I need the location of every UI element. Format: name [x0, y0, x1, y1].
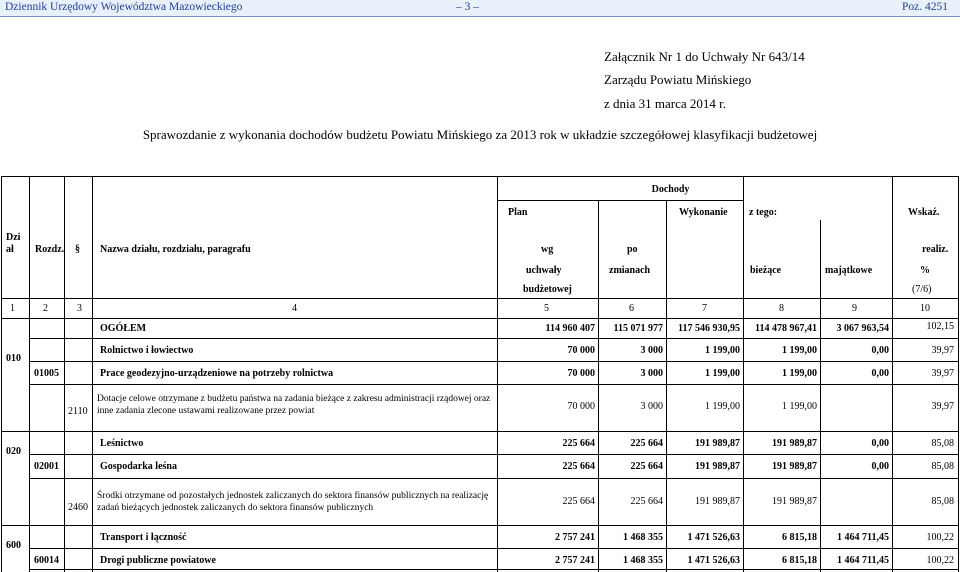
capital-value: 1 464 711,45: [837, 532, 889, 543]
rozdzial-code: 60014: [34, 555, 59, 566]
header-po: po: [627, 244, 638, 255]
current-value: 1 199,00: [782, 368, 817, 379]
column-number: 5: [544, 303, 549, 314]
percent-value: 100,22: [926, 532, 954, 543]
capital-value: 0,00: [871, 438, 889, 449]
plan-after-changes-value: 3 000: [640, 401, 663, 412]
column-number: 6: [629, 303, 634, 314]
row-name: Leśnictwo: [100, 438, 144, 449]
dzial-code: 600: [6, 540, 21, 551]
row-name: Rolnictwo i łowiectwo: [100, 345, 194, 356]
execution-value: 1 199,00: [705, 401, 740, 412]
header-uchwaly: uchwały: [526, 265, 562, 276]
header-z-tego: z tego:: [749, 207, 778, 218]
capital-value: 0,00: [871, 368, 889, 379]
execution-value: 191 989,87: [695, 496, 740, 507]
header-dzial-part2: ał: [6, 244, 14, 255]
plan-value: 2 757 241: [555, 532, 595, 543]
plan-after-changes-value: 225 664: [630, 461, 663, 472]
plan-value: 70 000: [567, 368, 595, 379]
row-name: Gospodarka leśna: [100, 461, 177, 472]
plan-value: 70 000: [567, 345, 595, 356]
plan-after-changes-value: 3 000: [640, 368, 663, 379]
rozdzial-code: 02001: [34, 461, 59, 472]
row-name: OGÓŁEM: [100, 323, 147, 334]
header-realiz: realiz.: [922, 244, 949, 255]
plan-value: 225 664: [562, 438, 595, 449]
report-title: Sprawozdanie z wykonania dochodów budżetu Powiatu Mińskiego za 2013 rok w układzie szczegółowej klasyfikacji budżetowej: [142, 127, 818, 142]
dzial-code: 020: [6, 446, 21, 457]
percent-value: 85,08: [931, 461, 954, 472]
percent-value: 85,08: [931, 438, 954, 449]
column-number: 3: [77, 303, 82, 314]
current-value: 1 199,00: [782, 401, 817, 412]
percent-value: 85,08: [931, 496, 954, 507]
execution-value: 117 546 930,95: [678, 323, 740, 334]
header-dochody: Dochody: [651, 184, 690, 195]
current-value: 191 989,87: [772, 438, 817, 449]
header-wskaznik: Wskaź.: [908, 207, 940, 218]
column-number: 2: [43, 303, 48, 314]
header-dzial-part1: Dzi: [6, 232, 21, 243]
execution-value: 191 989,87: [695, 461, 740, 472]
header-biezace: bieżące: [750, 265, 782, 276]
rozdzial-code: 01005: [34, 368, 59, 379]
execution-value: 1 199,00: [705, 368, 740, 379]
plan-value: 225 664: [562, 461, 595, 472]
paragraph-code: 2460: [68, 502, 88, 513]
header-zmianach: zmianach: [609, 265, 651, 276]
percent-value: 39,97: [931, 368, 954, 379]
row-name: Drogi publiczne powiatowe: [100, 555, 216, 566]
current-value: 6 815,18: [782, 555, 817, 566]
header-plan: Plan: [508, 207, 528, 218]
percent-value: 39,97: [931, 345, 954, 356]
percent-value: 39,97: [931, 401, 954, 412]
row-name: Prace geodezyjno-urządzeniowe na potrzeby rolnictwa: [100, 368, 334, 379]
plan-after-changes-value: 115 071 977: [613, 323, 663, 334]
header-wykonanie: Wykonanie: [679, 207, 728, 218]
plan-value: 70 000: [567, 401, 595, 412]
header-rozdzial: Rozdz.: [35, 244, 65, 255]
percent-value: 102,15: [926, 321, 954, 332]
row-name: Dotacje celowe otrzymane z budżetu państwa na zadania bieżące z zakresu administracji rządowej oraz inne zadania zlecone ustawami realizowane przez powiat: [97, 394, 491, 416]
position-number: Poz. 4251: [902, 1, 948, 13]
page-number: – 3 –: [456, 1, 479, 13]
current-value: 6 815,18: [782, 532, 817, 543]
current-value: 114 478 967,41: [755, 323, 817, 334]
annex-line-2: Zarządu Powiatu Mińskiego: [604, 72, 752, 87]
capital-value: 0,00: [871, 461, 889, 472]
plan-after-changes-value: 225 664: [630, 496, 663, 507]
current-value: 191 989,87: [772, 496, 817, 507]
annex-line-1: Załącznik Nr 1 do Uchwały Nr 643/14: [604, 49, 805, 64]
column-number: 7: [702, 303, 707, 314]
header-wg: wg: [541, 244, 554, 255]
plan-after-changes-value: 1 468 355: [623, 532, 663, 543]
row-name: Środki otrzymane od pozostałych jednostek zaliczanych do sektora finansów publicznych na realizację zadań bieżących jednostek zaliczanych do sektora finansów publicznych: [97, 491, 489, 513]
journal-name: Dziennik Urzędowy Województwa Mazowieckiego: [5, 1, 243, 13]
capital-value: 1 464 711,45: [837, 555, 889, 566]
execution-value: 191 989,87: [695, 438, 740, 449]
plan-after-changes-value: 1 468 355: [623, 555, 663, 566]
plan-value: 225 664: [562, 496, 595, 507]
header-majatkowe: majątkowe: [825, 265, 873, 276]
annex-line-3: z dnia 31 marca 2014 r.: [604, 96, 727, 111]
dzial-code: 010: [6, 353, 21, 364]
header-nazwa: Nazwa działu, rozdziału, paragrafu: [100, 244, 251, 255]
row-name: Transport i łączność: [100, 532, 187, 543]
current-value: 1 199,00: [782, 345, 817, 356]
column-number: 1: [10, 303, 15, 314]
percent-value: 100,22: [926, 555, 954, 566]
header-ratio: (7/6): [912, 284, 932, 295]
header-budzetowej: budżetowej: [523, 284, 572, 295]
execution-value: 1 199,00: [705, 345, 740, 356]
plan-value: 2 757 241: [555, 555, 595, 566]
column-number: 8: [779, 303, 784, 314]
plan-value: 114 960 407: [545, 323, 595, 334]
capital-value: 0,00: [871, 345, 889, 356]
execution-value: 1 471 526,63: [687, 555, 740, 566]
current-value: 191 989,87: [772, 461, 817, 472]
plan-after-changes-value: 3 000: [640, 345, 663, 356]
document-header-bar: [0, 0, 960, 17]
header-paragraf: §: [75, 244, 80, 255]
header-percent: %: [920, 265, 930, 276]
column-number: 10: [920, 303, 930, 314]
capital-value: 3 067 963,54: [836, 323, 889, 334]
paragraph-code: 2110: [68, 406, 88, 417]
plan-after-changes-value: 225 664: [630, 438, 663, 449]
execution-value: 1 471 526,63: [687, 532, 740, 543]
column-number: 4: [292, 303, 297, 314]
column-number: 9: [852, 303, 857, 314]
